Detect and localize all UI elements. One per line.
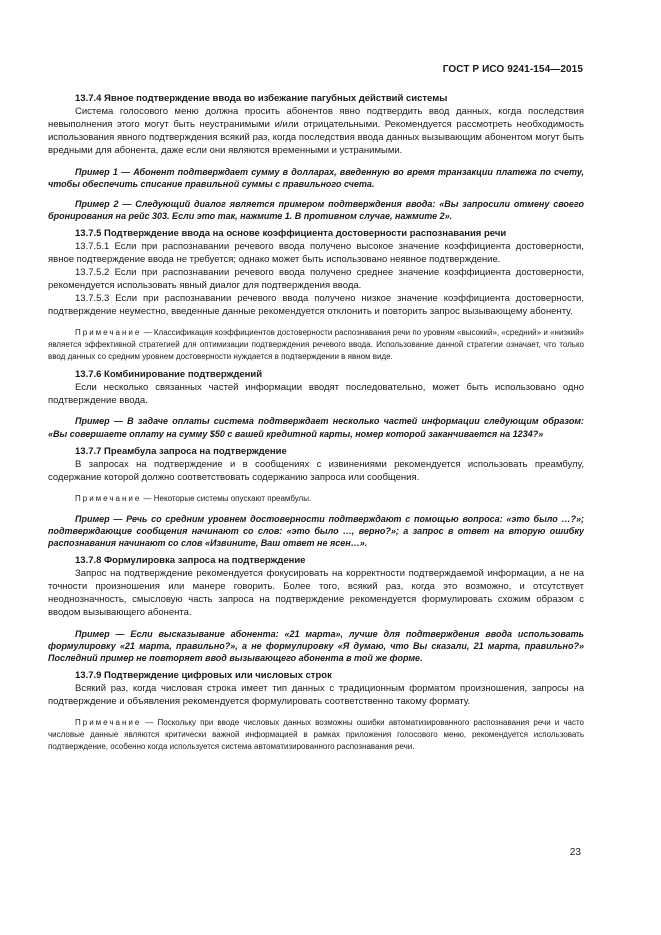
note (48, 717, 584, 753)
example: Пример — Если высказывание абонента: «21 марта», лучше для подтверждения ввода использовать формулировку «21 марта, правильно?», а не формулировку «Я думаю, что Вы сказали, 21 марта, правильно?» Последний пример не повторяет ввод вызывающего абонента в той же форме. (48, 628, 584, 664)
note-text: — Некоторые системы опускают преамбулы. (141, 493, 312, 503)
paragraph-13-7-5-3: 13.7.5.3 Если при распознавании речевого ввода получено низкое значение коэффициента достоверности, подтверждение неуместно, введенные данные рекомендуется отклонить и повторить запрос вызывающему абоненту. (48, 292, 584, 317)
section-heading-13-7-5: 13.7.5 Подтверждение ввода на основе коэффициента достоверности распознавания речи (75, 228, 507, 240)
note-text: — Классификация коэффициентов достоверности распознавания речи по уровням «высокий», «средний» и «низкий» является эффективной стратегией для оптимизации подтверждения речевого ввода. Использование данной стратегии означает, что только ввод данных со средним уровнем достоверности нуждается в подтверждении в явном виде. (48, 327, 584, 361)
note-label: Примечание (75, 493, 142, 503)
section-heading-13-7-9: 13.7.9 Подтверждение цифровых или числовых строк (75, 670, 332, 682)
section-heading-13-7-6: 13.7.6 Комбинирование подтверждений (75, 368, 263, 380)
paragraph-13-7-5-2: 13.7.5.2 Если при распознавании речевого ввода получено среднее значение коэффициента достоверности, рекомендуется использовать явный диалог для подтверждения ввода. (48, 267, 584, 291)
section-heading-13-7-4: 13.7.4 Явное подтверждение ввода во избежание пагубных действий системы (75, 93, 448, 104)
page-number: 23 (569, 847, 581, 858)
paragraph: В запросах на подтверждение и в сообщениях с извинениями рекомендуется использовать преамбулу, содержание которой должно соответствовать содержанию запроса или сообщения. (48, 458, 584, 483)
section-heading-13-7-7: 13.7.7 Преамбула запроса на подтверждение (75, 445, 287, 457)
paragraph: Запрос на подтверждение рекомендуется фокусировать на корректности подтверждаемой информации, а не на точности произношения или манере говорить. Более того, всякий раз, когда это возможно, и отсутствует неоднозначность, смысловую часть запроса на подтверждение рекомендуется формулировать схожим образом с вводом вызывающего абонента. (48, 568, 584, 618)
paragraph: Всякий раз, когда числовая строка имеет тип данных с традиционным форматом произношения, запросы на подтверждение и объявления рекомендуется формулировать соответственно такому формату. (48, 683, 584, 708)
example: Пример — Речь со средним уровнем достоверности подтверждают с помощью вопроса: «это было …?»; подтверждающие сообщения начинают со слов: «это было …, верно?»; а запрос в ответ на вторую ошибку распознавания начинают со слов «Извините, Ваш ответ не ясен…». (48, 513, 584, 548)
section-heading-13-7-8: 13.7.8 Формулировка запроса на подтверждение (75, 555, 306, 567)
note (48, 327, 584, 363)
standard-designation: ГОСТ Р ИСО 9241-154—2015 (442, 64, 583, 75)
example: Пример — В задаче оплаты система подтверждает несколько частей информации следующим образом: «Вы совершаете оплату на сумму $50 с вашей кредитной карты, номер которой заканчивается на 1234?» (48, 416, 584, 439)
example-2: Пример 2 — Следующий диалог является примером подтверждения ввода: «Вы запросили отмену своего бронирования на рейс 303. Если это так, нажмите 1. В противном случае, нажмите 2». (48, 198, 584, 222)
note (48, 493, 584, 505)
paragraph: Если несколько связанных частей информации вводят последовательно, может быть использовано одно подтверждение ввода. (48, 381, 584, 406)
note-label: Примечание (75, 327, 142, 337)
paragraph: Система голосового меню должна просить абонентов явно подтвердить ввод данных, когда последствия невыполнения этого могут быть неустранимыми и/или отрицательными. Рекомендуется рассмотреть необходимость использования явного подтверждения всякий раз, когда последствия ввода данных вызывающим абонентом могут быть вредными для абонента, даже если они являются временными и устранимыми. (48, 105, 584, 156)
note-text: — Поскольку при вводе числовых данных возможны ошибки автоматизированного распознавания речи и часто числовые данные являются критически важной информацией в рамках приложения голосового меню, рекомендуется использовать подтверждение, особенно когда используется система автоматизированного распознавания речи. (48, 718, 584, 751)
example-1: Пример 1 — Абонент подтверждает сумму в долларах, введенную во время транзакции платежа по счету, чтобы обеспечить списание правильной суммы с правильного счета. (48, 166, 584, 189)
paragraph-13-7-5-1: 13.7.5.1 Если при распознавании речевого ввода получено высокое значение коэффициента достоверности, явное подтверждение ввода не требуется; однако может быть использовано неявное подтверждение. (48, 241, 584, 266)
note-label: Примечание (75, 718, 142, 727)
page-body (48, 93, 584, 753)
